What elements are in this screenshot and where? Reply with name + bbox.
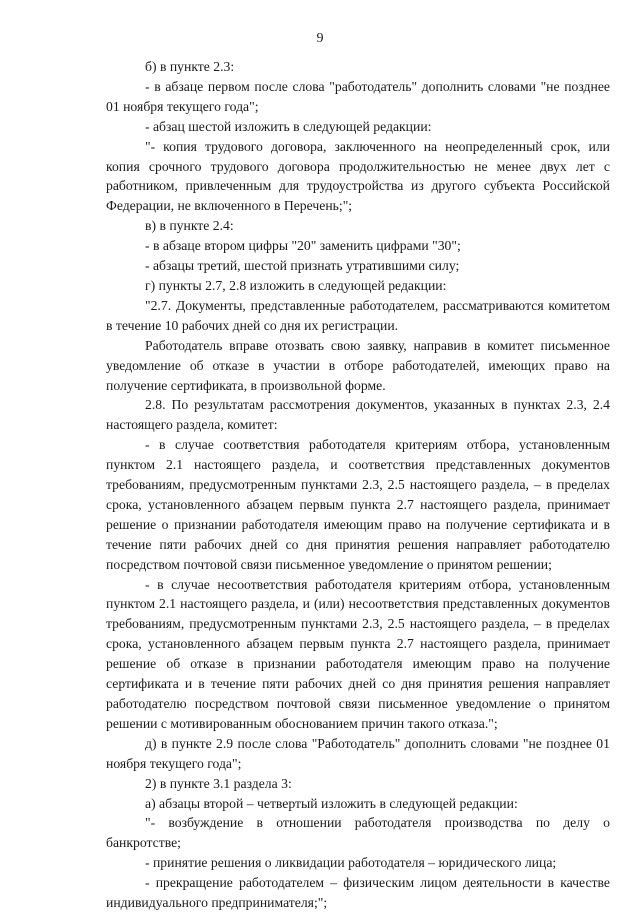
paragraph: - абзац шестой изложить в следующей редакции: bbox=[145, 118, 432, 134]
paragraph: - прекращение работодателем – физическим лицом деятельности в качестве индивидуального предпринимателя;"; bbox=[106, 875, 610, 911]
paragraph: - принятие решения о ликвидации работодателя – юридического лица; bbox=[145, 855, 557, 871]
paragraph: - в абзаце первом после слова "работодатель" дополнить словами "не позднее 01 ноября текущего года"; bbox=[106, 78, 610, 114]
paragraph: а) абзацы второй – четвертый изложить в следующей редакции: bbox=[145, 795, 518, 811]
paragraph: г) пункты 2.7, 2.8 изложить в следующей редакции: bbox=[145, 277, 447, 293]
paragraph: 2.8. По результатам рассмотрения документов, указанных в пунктах 2.3, 2.4 настоящего раздела, комитет: bbox=[106, 397, 610, 433]
paragraph: "- копия трудового договора, заключенного на неопределенный срок, или копия срочного трудового договора продолжительностью не менее двух лет с работником, привлеченным для трудоустройства из другого субъекта Российской Федерации, не включенного в Перечень;"; bbox=[106, 138, 610, 214]
paragraph: - в абзаце втором цифры "20" заменить цифрами "30"; bbox=[145, 238, 461, 254]
paragraph: "- возбуждение в отношении работодателя производства по делу о банкротстве; bbox=[106, 815, 610, 851]
paragraph: - в случае соответствия работодателя критериям отбора, установленным пунктом 2.1 настоящего раздела, и соответствия представленных документов требованиям, предусмотренным пунктами 2.3, 2.5 настоящего раздела, – в пределах срока, установленного абзацем первым пункта 2.7 настоящего раздела, принимает решение о признании работодателя имеющим право на получение сертификата и в течение пяти рабочих дней со дня принятия решения направляет работодателю посредством почтовой связи письменное уведомление о принятом решении; bbox=[106, 437, 610, 572]
paragraph: в) в пункте 2.4: bbox=[145, 218, 234, 234]
paragraph: б) в пункте 2.3: bbox=[145, 59, 235, 74]
page-number: 9 bbox=[316, 31, 324, 46]
document-body bbox=[106, 57, 610, 913]
paragraph: "2.7. Документы, представленные работодателем, рассматриваются комитетом в течение 10 рабочих дней со дня их регистрации. bbox=[106, 297, 610, 333]
paragraph: - абзацы третий, шестой признать утратившими силу; bbox=[145, 258, 460, 274]
paragraph: - в случае несоответствия работодателя критериям отбора, установленным пунктом 2.1 настоящего раздела, и (или) несоответствия представленных документов требованиям, предусмотренным пунктами 2.3, 2.5 настоящего раздела, – в пределах срока, установленного абзацем первым пункта 2.7 настоящего раздела, принимает решение об отказе в признании работодателя имеющим право на получение сертификата и в течение пяти рабочих дней со дня принятия решения направляет работодателю посредством почтовой связи письменное уведомление о принятом решении с мотивированным обоснованием причин такого отказа."; bbox=[106, 576, 610, 731]
paragraph: 2) в пункте 3.1 раздела 3: bbox=[145, 775, 292, 791]
paragraph: д) в пункте 2.9 после слова "Работодатель" дополнить словами "не позднее 01 ноября текущего года"; bbox=[106, 735, 610, 771]
paragraph: Работодатель вправе отозвать свою заявку, направив в комитет письменное уведомление об отказе в участии в отборе работодателей, имеющих право на получение сертификата, в произвольной форме. bbox=[106, 337, 610, 393]
